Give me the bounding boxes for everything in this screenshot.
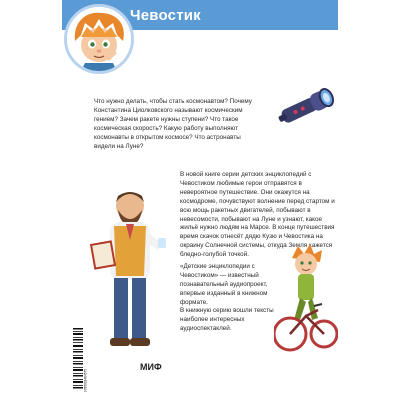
book-description-paragraph: В новой книге серии детских энциклопедий с Чевостиком любимые герои отправятся в невероятное путешествие. Они окажутся на космодроме, почувствуют волнение перед стартом и всю мощь ракетных двигателей, побывают в невесомости, побывают на Луне и узнают, какое жильё нужно людям на Марсе. В конце путешествия время скачок отнесёт дядю Кузю и Чевостика на окраину Солнечной системы, откуда Земля кажется бледно-голубой точкой. [180,171,335,259]
book-back-cover [62,0,338,400]
publisher-logo: МИФ [140,362,162,372]
telescope-illustration [274,78,338,134]
chevostik-bicycle-illustration [274,240,338,356]
series-intro-paragraph: «Детские энциклопедии с Чевостиком» — известный познавательный аудиопроект, впервые изданный в книжном формате. [180,263,268,306]
questions-paragraph: Что нужно делать, чтобы стать космонавтом? Почему Константина Циолковского называют космическим гением? Зачем ракете нужны ступени? Что такое космическая скорость? Какую работу выполняют космонавты в открытом космосе? Что астронавты видели на Луне? [94,98,252,150]
series-note-paragraph: В книжную серию вошли тексты наиболее интересных аудиоспектаклей. [180,307,274,332]
series-title: Чевостик [130,7,201,24]
chevostik-portrait [64,4,134,74]
isbn-digits: 9785001464575 [83,368,88,392]
isbn-barcode [72,326,88,394]
chevostik-face-icon [67,7,131,71]
uncle-kuzya-illustration [84,184,174,354]
